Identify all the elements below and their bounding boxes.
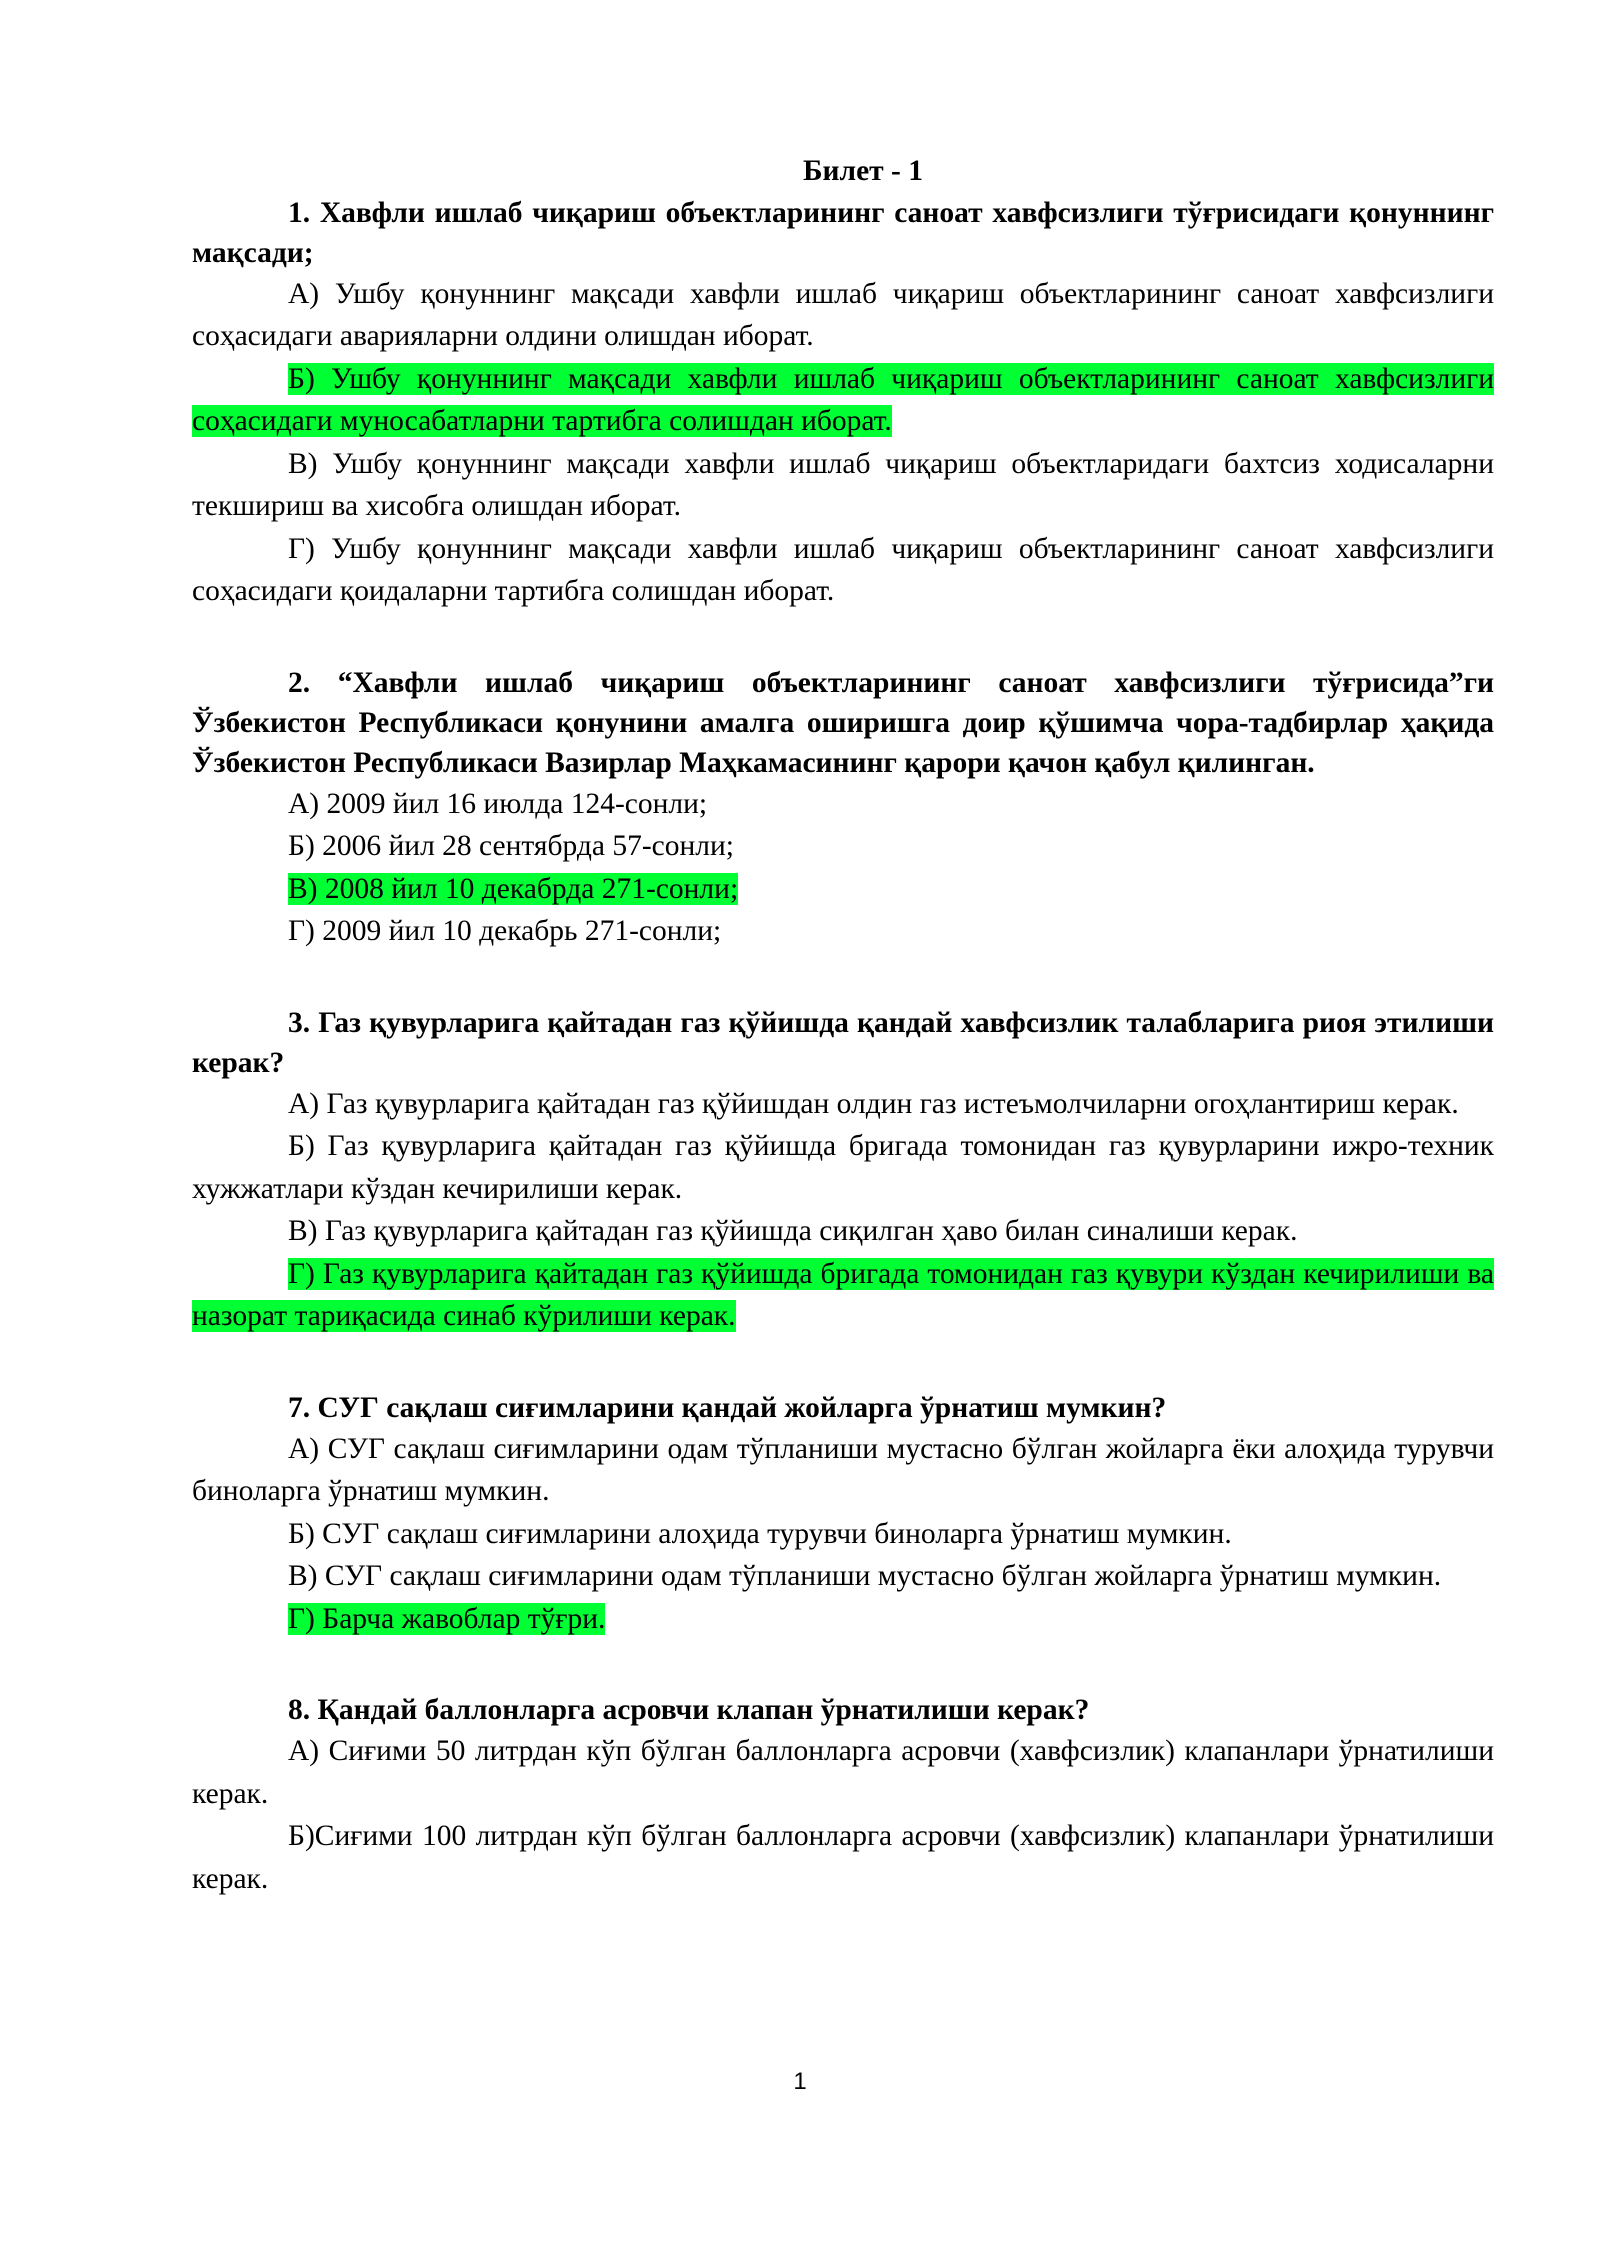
answer-option-correct [192,1598,1494,1641]
answer-text: А) Газ қувурларига қайтадан газ қўйишдан олдин газ истеъмолчиларни огоҳлантириш керак. [288,1087,1459,1120]
answer-option [192,1555,1494,1598]
highlighted-answer-text: В) 2008 йил 10 декабрда 271-сонли; [288,872,739,905]
highlighted-answer-text: Г) Газ қувурларига қайтадан газ қўйишда бригада томонидан газ қувури кўздан кечирилиши ва назорат тариқасида синаб кўрилиши керак. [192,1257,1494,1332]
answer-option [192,1730,1494,1815]
highlighted-answer-text: Г) Барча жавоблар тўғри. [288,1602,606,1635]
answer-option-correct [192,868,1494,911]
answer-text: Б) 2006 йил 28 сентябрда 57-сонли; [288,830,734,862]
answer-text: В) Ушбу қонуннинг мақсади хавфли ишлаб чиқариш объектларидаги бахтсиз ходисаларни текшириш ва хисобга олишдан иборат. [192,447,1494,522]
question-8 [192,1690,1494,1900]
answer-text: Г) 2009 йил 10 декабрь 271-сонли; [288,915,722,947]
answer-option [192,910,1494,953]
answer-option [192,1210,1494,1253]
highlighted-answer-text: Б) Ушбу қонуннинг мақсади хавфли ишлаб чиқариш объектларининг саноат хавфсизлиги соҳасидаги муносабатларни тартибга солишдан иборат. [192,362,1494,437]
spacer [192,953,1494,1003]
question-text: 3. Газ қувурларига қайтадан газ қўйишда қандай хавфсизлик талабларига риоя этилиши керак? [192,1006,1494,1079]
question-1 [192,193,1494,613]
answer-option-correct [192,358,1494,443]
spacer [192,1338,1494,1388]
document-page [192,150,1494,1900]
answer-option [192,273,1494,358]
answer-option [192,1428,1494,1513]
ticket-title: Билет - 1 [803,155,923,187]
answer-text: В) СУГ сақлаш сиғимларини одам тўпланиши мустасно бўлган жойларга ўрнатиш мумкин. [288,1560,1442,1592]
answer-option-correct [192,1253,1494,1338]
answer-text: Г) Ушбу қонуннинг мақсади хавфли ишлаб чиқариш объектларининг саноат хавфсизлиги соҳасидаги қоидаларни тартибга солишдан иборат. [192,532,1494,607]
answer-text: А) СУГ сақлаш сиғимларини одам тўпланиши мустасно бўлган жойларга ёки алоҳида турувчи биноларга ўрнатиш мумкин. [192,1432,1494,1507]
answer-text: Б) СУГ сақлаш сиғимларини алоҳида турувчи биноларга ўрнатиш мумкин. [288,1517,1232,1550]
question-3 [192,1003,1494,1338]
answer-text: Б)Сиғими 100 литрдан кўп бўлган баллонларга асровчи (хавфсизлик) клапанлари ўрнатилиши керак. [192,1820,1494,1895]
answer-text: А) Ушбу қонуннинг мақсади хавфли ишлаб чиқариш объектларининг саноат хавфсизлиги соҳасидаги аварияларни олдини олишдан иборат. [192,277,1494,352]
question-text: 7. СУГ сақлаш сиғимларини қандай жойларга ўрнатиш мумкин? [288,1391,1167,1424]
answer-option [192,1125,1494,1210]
answer-text: Б) Газ қувурларига қайтадан газ қўйишда бригада томонидан газ қувурларини ижро-техник хужжатлари кўздан кечирилиши керак. [192,1130,1494,1205]
question-7 [192,1388,1494,1641]
question-text: 2. “Хавфли ишлаб чиқариш объектларининг саноат хавфсизлиги тўғрисида”ги Ўзбекистон Республикаси қонунини амалга оширишга доир қўшимча чора-тадбирлар ҳақида Ўзбекистон Республикаси Вазирлар Маҳкамасининг қарори қачон қабул қилинган. [192,666,1494,779]
question-text: 8. Қандай баллонларга асровчи клапан ўрнатилиши керак? [288,1694,1090,1726]
answer-text: А) Сиғими 50 литрдан кўп бўлган баллонларга асровчи (хавфсизлик) клапанлари ўрнатилиши керак. [192,1735,1494,1810]
question-2 [192,663,1494,953]
answer-option [192,443,1494,528]
answer-option [192,1083,1494,1126]
spacer [192,1640,1494,1690]
answer-text: В) Газ қувурларига қайтадан газ қўйишда сиқилган ҳаво билан синалиши керак. [288,1215,1298,1247]
answer-option [192,1815,1494,1900]
answer-option [192,783,1494,826]
answer-option [192,825,1494,868]
spacer [192,613,1494,663]
answer-option [192,528,1494,613]
answer-option [192,1513,1494,1556]
page-number: 1 [793,2068,807,2095]
answer-text: А) 2009 йил 16 июлда 124-сонли; [288,787,708,820]
question-text: 1. Хавфли ишлаб чиқариш объектларининг саноат хавфсизлиги тўғрисидаги қонуннинг мақсади; [192,196,1494,269]
